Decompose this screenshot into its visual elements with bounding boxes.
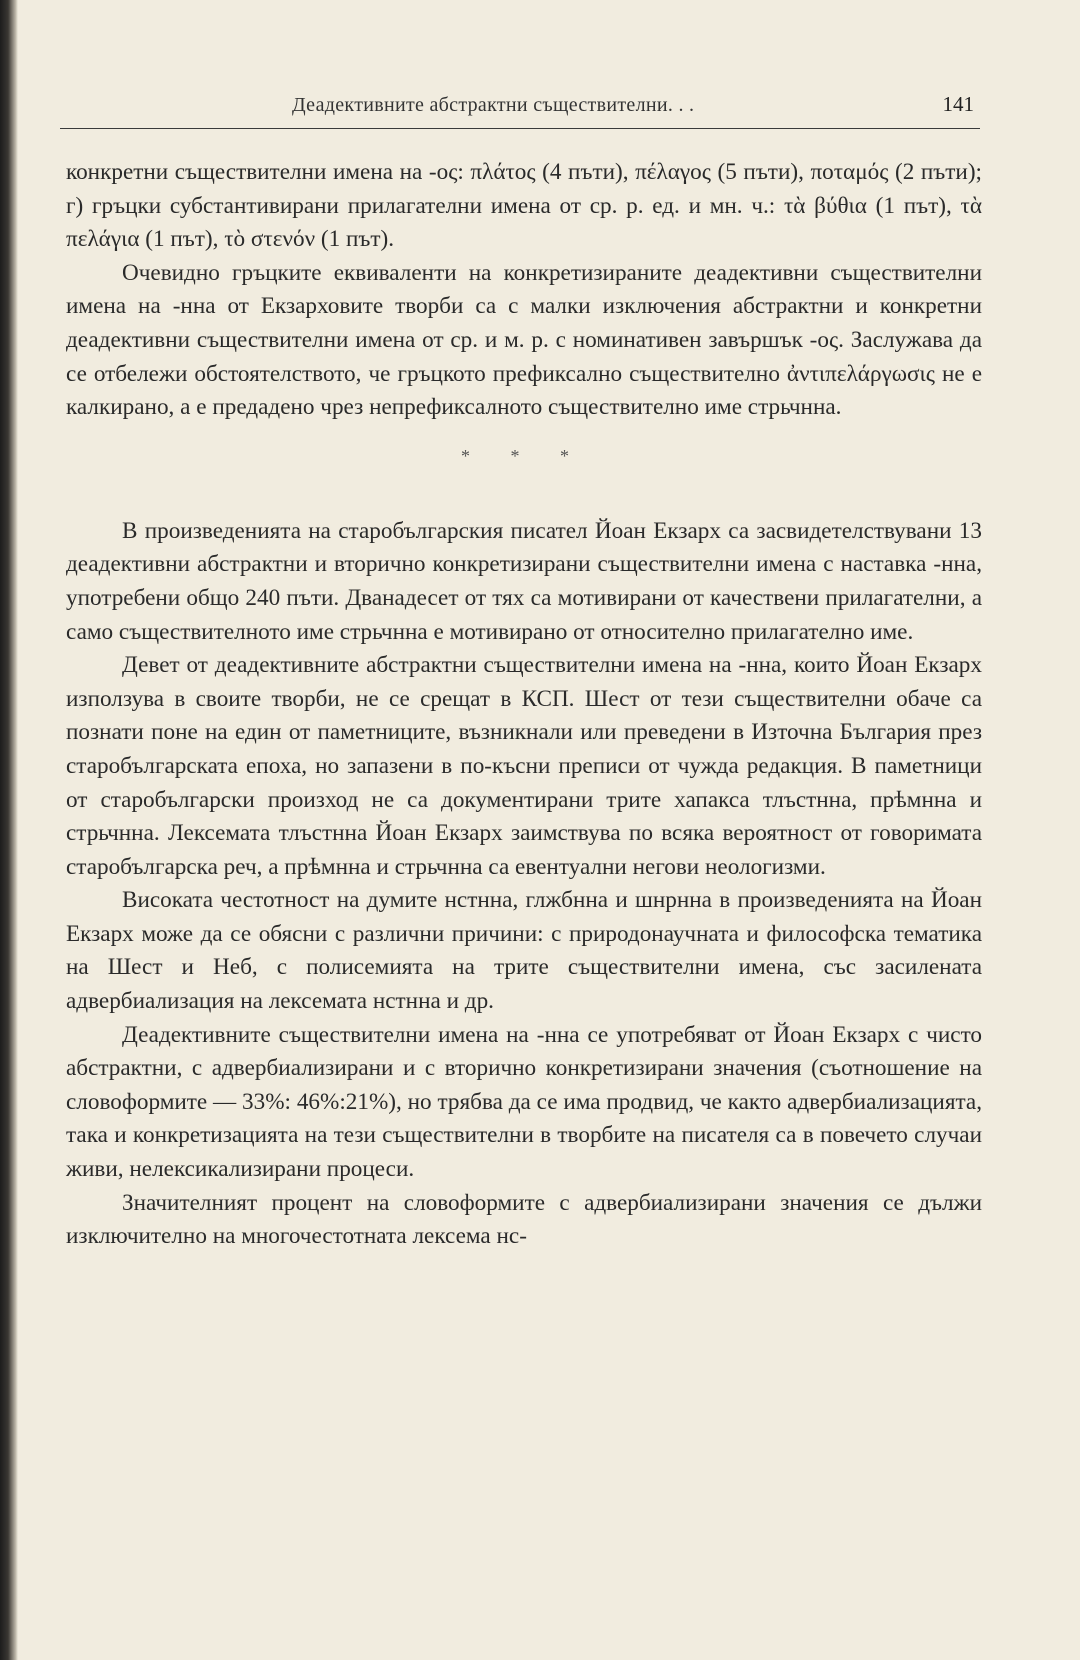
- paragraph-1: конкретни съществителни имена на -ος: πλάτος (4 пъти), πέλαγος (5 пъти), ποταμός (2 пъти); г) гръцки субстантивирани прилагателни имена от ср. р. ед. и мн. ч.: τὰ βύθια (1 път), τὰ πελάγια (1 път), τὸ στενόν (1 път).: [66, 159, 982, 253]
- paragraph-6: Деадективните съществителни имена на -нна се употребяват от Йоан Екзарх с чисто абстрактни, с адвербиализирани и с вторично конкретизирани значения (съотношение на словоформите — 33%: 46%:21%), но трябва да се има продвид, че както адвербиализацията, така и конкретизацията на тези съществителни в творбите на писателя са в повечето случаи живи, нелексикализирани процеси.: [66, 1021, 982, 1183]
- section-separator: * * *: [461, 445, 587, 466]
- book-spine-shadow: [0, 0, 18, 1660]
- page-number: 141: [942, 92, 974, 116]
- paragraph-3: В произведенията на старобългарския писател Йоан Екзарх са засвидетелствувани 13 деадективни абстрактни и вторично конкретизирани съществителни имена с наставка -нна, употребени общо 240 пъти. Дванадесет от тях са мотивирани от качествени прилагателни, а само съществителното име стрьчнна е мотивирано от относително прилагателно име.: [66, 517, 982, 645]
- page-header: [60, 92, 980, 129]
- paragraph-4: Девет от деадективните абстрактни съществителни имена на -нна, които Йоан Екзарх използува в своите творби, не се срещат в КСП. Шест от тези съществителни обаче са познати поне на един от паметниците, възникнали или преведени в Източна България през старобългарската епоха, но запазени в по-късни преписи от чужда редакция. В паметници от старобългарски произход не са документирани трите хапакса тлъстнна, прѣмнна и стрьчнна. Лексемата тлъстнна Йоан Екзарх заимствува по всяка вероятност от говоримата старобългарска реч, а прѣмнна и стрьчнна са евентуални негови неологизми.: [66, 652, 982, 880]
- body-text: [66, 156, 982, 1254]
- running-title: Деадективните абстрактни съществителни. . .: [292, 94, 695, 116]
- paragraph-7: Значителният процент на словоформите с адвербиализирани значения се дължи изключително на многочестотната лексема нс-: [66, 1189, 982, 1250]
- paragraph-5: Високата честотност на думите нстнна, глжбнна и шнрнна в произведенията на Йоан Екзарх може да се обясни с различни причини: с природонаучната и философска тематика на Шест и Неб, с полисемията на трите съществителни имена, със засилената адвербиализация на лексемата нстнна и др.: [66, 887, 982, 1015]
- paragraph-2: Очевидно гръцките еквиваленти на конкретизираните деадективни съществителни имена на -нна от Екзарховите творби са с малки изключения абстрактни и конкретни деадективни съществителни имена от ср. и м. р. с номинативен завършък -ος. Заслужава да се отбележи обстоятелството, че гръцкото префиксално съществително ἀντιπελάργωσις не е калкирано, а е предадено чрез непрефиксалното съществително име стрьчнна.: [66, 259, 982, 421]
